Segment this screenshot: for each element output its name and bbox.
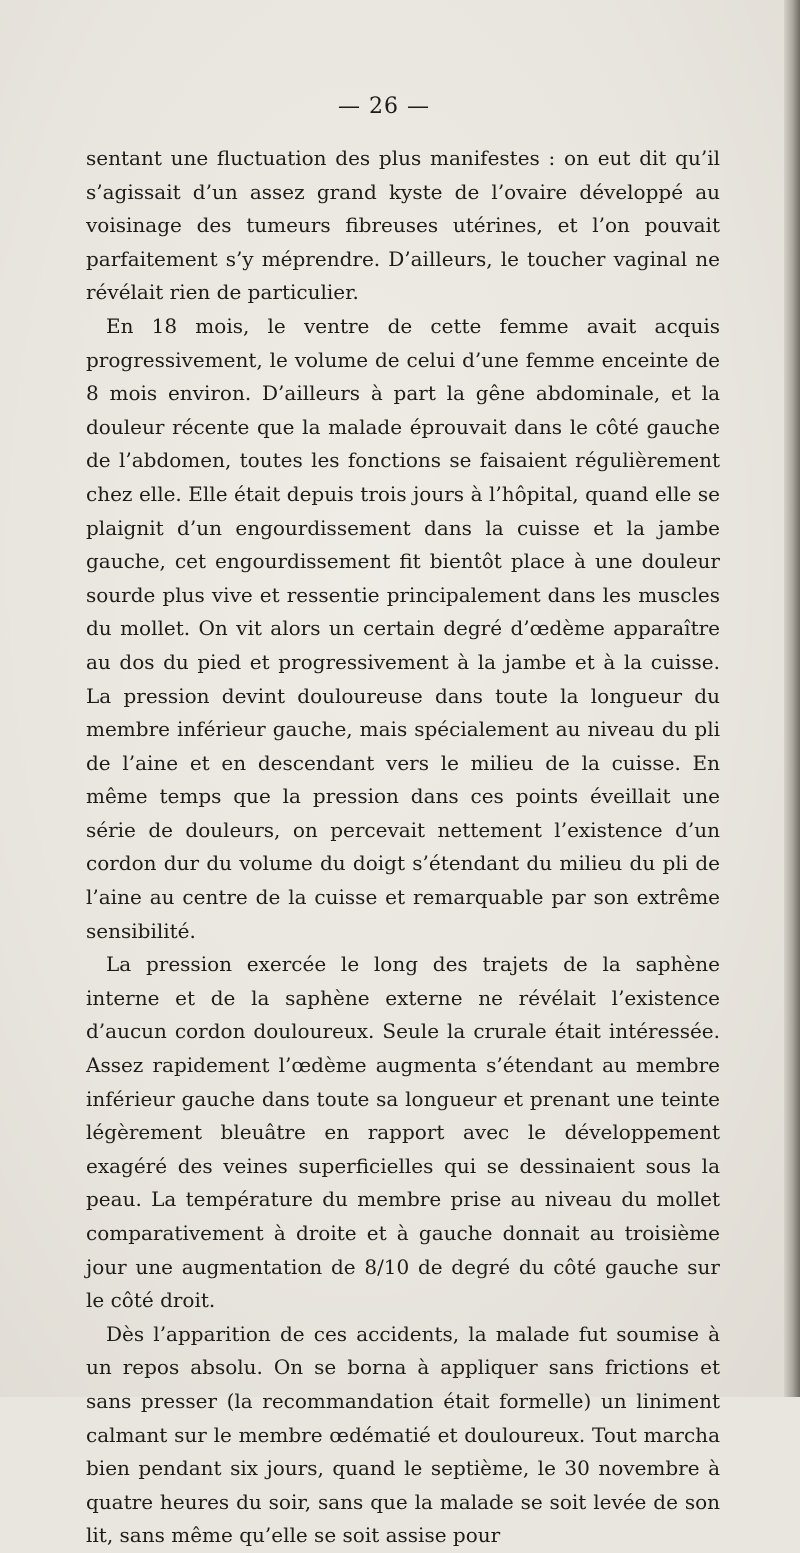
paragraph-1: sentant une fluctuation des plus manifestes : on eut dit qu’il s’agissait d’un assez grand kyste de l’ovaire développé au voisinage des tumeurs fibreuses utérines, et l’on pouvait parfaitement s’y méprendre. D’ailleurs, le toucher vaginal ne révélait rien de particulier. bbox=[86, 146, 720, 305]
paragraph-4: Dès l’apparition de ces accidents, la malade fut soumise à un repos absolu. On se borna à appliquer sans frictions et sans presser (la recommandation était formelle) un liniment calmant sur le membre œdématié et douloureux. Tout marcha bien pendant six jours, quand le septième, le 30 novembre à quatre heures du soir, sans que la malade se soit levée de son lit, sans même qu’elle se soit assise pour bbox=[86, 1321, 720, 1548]
paragraph-2: En 18 mois, le ventre de cette femme avait acquis progressivement, le volume de celui d’une femme enceinte de 8 mois environ. D’ailleurs à part la gêne abdominale, et la douleur récente que la malade éprouvait dans le côté gauche de l’abdomen, toutes les fonctions se faisaient régulièrement chez elle. Elle était depuis trois jours à l’hôpital, quand elle se plaignit d’un engourdissement dans la cuisse et la jambe gauche, cet engourdissement fit bientôt place à une douleur sourde plus vive et ressentie principalement dans les muscles du mollet. On vit alors un certain degré d’œdème apparaître au dos du pied et progressivement à la jambe et à la cuisse. La pression devint douloureuse dans toute la longueur du membre inférieur gauche, mais spécialement au niveau du pli de l’aine et en descendant vers le milieu de la cuisse. En même temps que la pression dans ces points éveillait une série de douleurs, on percevait nettement l’existence d’un cordon dur du volume du doigt s’étendant du milieu du pli de l’aine au centre de la cuisse et remarquable par son extrême sensibilité. bbox=[86, 313, 720, 943]
page-edge-shadow bbox=[784, 0, 800, 1397]
body-text bbox=[86, 142, 720, 1553]
page-number: — 26 — bbox=[338, 94, 430, 119]
paragraph-3: La pression exercée le long des trajets de la saphène interne et de la saphène externe ne révélait l’existence d’aucun cordon douloureux. Seule la crurale était intéressée. Assez rapidement l’œdème augmenta s’étendant au membre inférieur gauche dans toute sa longueur et prenant une teinte légèrement bleuâtre en rapport avec le développement exagéré des veines superficielles qui se dessinaient sous la peau. La température du membre prise au niveau du mollet comparativement à droite et à gauche donnait au troisième jour une augmentation de 8/10 de degré du côté gauche sur le côté droit. bbox=[86, 952, 720, 1313]
